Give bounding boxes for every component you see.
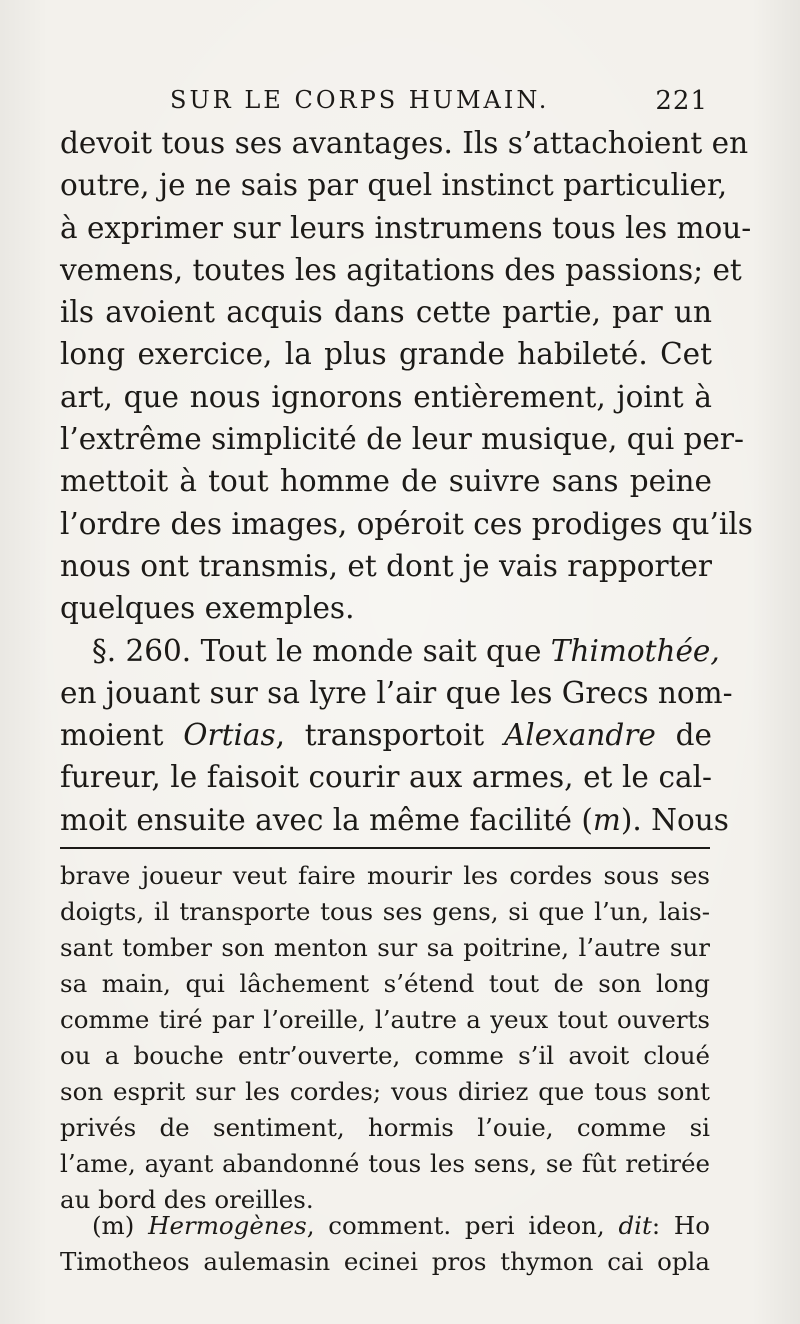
line-text: de [655,718,712,753]
text-line: l’extrême simplicité de leur musique, qui per- [60,422,744,457]
note-line: ou a bouche entr’ouverte, comme s’il avoit cloué [60,1041,710,1070]
paragraph-260-line-5 [60,799,729,841]
line-text: moient [60,718,184,753]
note-line: brave joueur veut faire mourir les cordes sous ses [60,861,710,890]
note-line: sant tomber son menton sur sa poitrine, l’autre sur [60,933,710,962]
text-line: nous ont transmis, et dont je vais rapporter [60,548,712,583]
footnote-divider [60,847,710,849]
text-line: à exprimer sur leurs instrumens tous les mou- [60,210,752,245]
text-line: quelques exemples. [60,591,355,626]
footnote-line-1 [60,1208,710,1244]
section-text: §. 260. Tout le monde sait que [92,633,551,668]
main-text [60,122,753,841]
note-line: privés de sentiment, hormis l’ouie, comme si [60,1113,710,1142]
note-line: comme tiré par l’oreille, l’autre a yeux tout ouverts [60,1005,710,1034]
line-text: , transportoit [275,718,504,753]
italic-name-hermogenes: Hermogènes [148,1211,307,1240]
note-line: doigts, il transporte tous ses gens, si que l’un, lais- [60,897,710,926]
text-line: outre, je ne sais par quel instinct particulier, [60,168,728,203]
italic-name-ortias: Ortias [183,718,276,753]
note-line: au bord des oreilles. [60,1185,314,1214]
footnote-reference-m: m [592,802,621,837]
page-number: 221 [655,86,708,116]
footnote-m [60,1208,710,1280]
text-line: ils avoient acquis dans cette partie, par un [60,295,712,330]
text-line: art, que nous ignorons entièrement, joint à [60,379,712,414]
paragraph-260-line-1 [60,630,720,672]
note-line: son esprit sur les cordes; vous diriez que tous sont [60,1077,710,1106]
paragraph-260-line-2: en jouant sur sa lyre l’air que les Grecs nom- [60,675,733,710]
running-head-title: SUR LE CORPS HUMAIN. [170,86,550,114]
text-line: vemens, toutes les agitations des passions; et [60,252,742,287]
text-line: long exercice, la plus grande habileté. Cet [60,337,712,372]
line-text: , comment. peri ideon, [306,1211,619,1240]
text-line: devoit tous ses avantages. Ils s’attachoient en [60,126,749,160]
italic-name-alexandre: Alexandre [503,718,656,753]
paragraph-260-line-3 [60,714,712,756]
italic-word-dit: dit [618,1211,652,1240]
line-text: moit ensuite avec la même facilité ( [60,802,593,837]
line-text: ). Nous [620,802,729,837]
paragraph-260-line-4: fureur, le faisoit courir aux armes, et le cal- [60,760,712,795]
text-line: mettoit à tout homme de suivre sans peine [60,464,712,499]
text-line: l’ordre des images, opéroit ces prodiges qu’ils [60,506,753,541]
footnote-line-2: Timotheos aulemasin ecinei pros thymon cai opla [60,1247,710,1276]
continued-footnote [60,858,710,1218]
footnote-marker: (m) [92,1211,149,1240]
running-head [60,86,710,120]
line-text: : Ho [651,1211,710,1240]
italic-name-thimothee: Thimothée, [550,633,720,668]
note-line: sa main, qui lâchement s’étend tout de son long [60,969,710,998]
note-line: l’ame, ayant abandonné tous les sens, se fût retirée [60,1149,710,1178]
